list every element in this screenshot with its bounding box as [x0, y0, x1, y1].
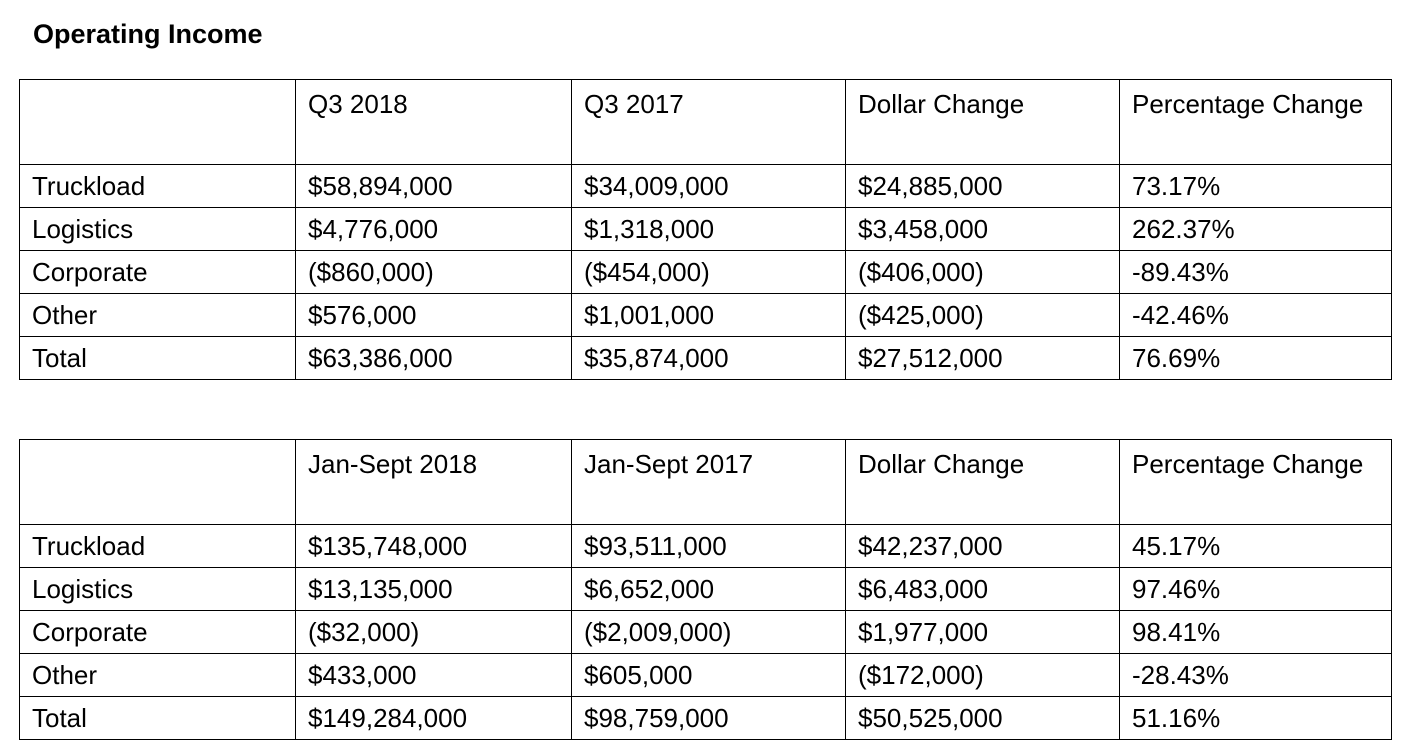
- table-row: [20, 525, 1392, 568]
- table-cell: -42.46%: [1120, 294, 1392, 337]
- table-cell: $24,885,000: [846, 165, 1120, 208]
- table-cell: $50,525,000: [846, 697, 1120, 740]
- table-cell: $63,386,000: [296, 337, 572, 380]
- table-cell: $3,458,000: [846, 208, 1120, 251]
- table-cell: $433,000: [296, 654, 572, 697]
- table-row: [20, 611, 1392, 654]
- table-cell: 76.69%: [1120, 337, 1392, 380]
- row-label: Corporate: [20, 611, 296, 654]
- table-cell: ($172,000): [846, 654, 1120, 697]
- row-label: Other: [20, 654, 296, 697]
- table-cell: ($860,000): [296, 251, 572, 294]
- table-cell: $605,000: [572, 654, 846, 697]
- header-cell-jan-sept-2018: Jan-Sept 2018: [296, 440, 572, 525]
- table-cell: 97.46%: [1120, 568, 1392, 611]
- table-cell: -89.43%: [1120, 251, 1392, 294]
- table-cell: $93,511,000: [572, 525, 846, 568]
- table-cell: $35,874,000: [572, 337, 846, 380]
- row-label: Total: [20, 697, 296, 740]
- table-cell: ($32,000): [296, 611, 572, 654]
- table-cell: 73.17%: [1120, 165, 1392, 208]
- row-label: Total: [20, 337, 296, 380]
- row-label: Truckload: [20, 525, 296, 568]
- table-header-row: [20, 440, 1392, 525]
- table-cell: $98,759,000: [572, 697, 846, 740]
- row-label: Logistics: [20, 568, 296, 611]
- table-cell: 45.17%: [1120, 525, 1392, 568]
- header-cell-q3-2018: Q3 2018: [296, 80, 572, 165]
- table-cell: ($406,000): [846, 251, 1120, 294]
- table-row: [20, 294, 1392, 337]
- table-cell: $576,000: [296, 294, 572, 337]
- table-cell: $6,483,000: [846, 568, 1120, 611]
- table-row: [20, 337, 1392, 380]
- table-cell: $149,284,000: [296, 697, 572, 740]
- table-row: [20, 208, 1392, 251]
- table-cell: $1,318,000: [572, 208, 846, 251]
- table-cell: ($454,000): [572, 251, 846, 294]
- jan-sept-operating-income-table: [19, 439, 1392, 740]
- table-row: [20, 568, 1392, 611]
- table-cell: $42,237,000: [846, 525, 1120, 568]
- table-cell: $27,512,000: [846, 337, 1120, 380]
- header-cell-segment: [20, 440, 296, 525]
- table-cell: $1,977,000: [846, 611, 1120, 654]
- row-label: Logistics: [20, 208, 296, 251]
- header-cell-percentage-change: Percentage Change: [1120, 80, 1392, 165]
- header-cell-percentage-change: Percentage Change: [1120, 440, 1392, 525]
- table-row: [20, 251, 1392, 294]
- row-label: Other: [20, 294, 296, 337]
- table-header-row: [20, 80, 1392, 165]
- row-label: Corporate: [20, 251, 296, 294]
- header-cell-dollar-change: Dollar Change: [846, 440, 1120, 525]
- header-cell-jan-sept-2017: Jan-Sept 2017: [572, 440, 846, 525]
- table-cell: ($2,009,000): [572, 611, 846, 654]
- table-cell: $135,748,000: [296, 525, 572, 568]
- table-cell: ($425,000): [846, 294, 1120, 337]
- table-cell: $6,652,000: [572, 568, 846, 611]
- table-row: [20, 697, 1392, 740]
- table-cell: -28.43%: [1120, 654, 1392, 697]
- header-cell-q3-2017: Q3 2017: [572, 80, 846, 165]
- table-cell: 51.16%: [1120, 697, 1392, 740]
- table-cell: $4,776,000: [296, 208, 572, 251]
- table-row: [20, 654, 1392, 697]
- q3-operating-income-table: [19, 79, 1392, 380]
- table-cell: 262.37%: [1120, 208, 1392, 251]
- table-cell: $34,009,000: [572, 165, 846, 208]
- table-cell: 98.41%: [1120, 611, 1392, 654]
- table-cell: $58,894,000: [296, 165, 572, 208]
- header-cell-segment: [20, 80, 296, 165]
- header-cell-dollar-change: Dollar Change: [846, 80, 1120, 165]
- page-title: Operating Income: [33, 19, 263, 49]
- table-row: [20, 165, 1392, 208]
- table-cell: $13,135,000: [296, 568, 572, 611]
- table-cell: $1,001,000: [572, 294, 846, 337]
- row-label: Truckload: [20, 165, 296, 208]
